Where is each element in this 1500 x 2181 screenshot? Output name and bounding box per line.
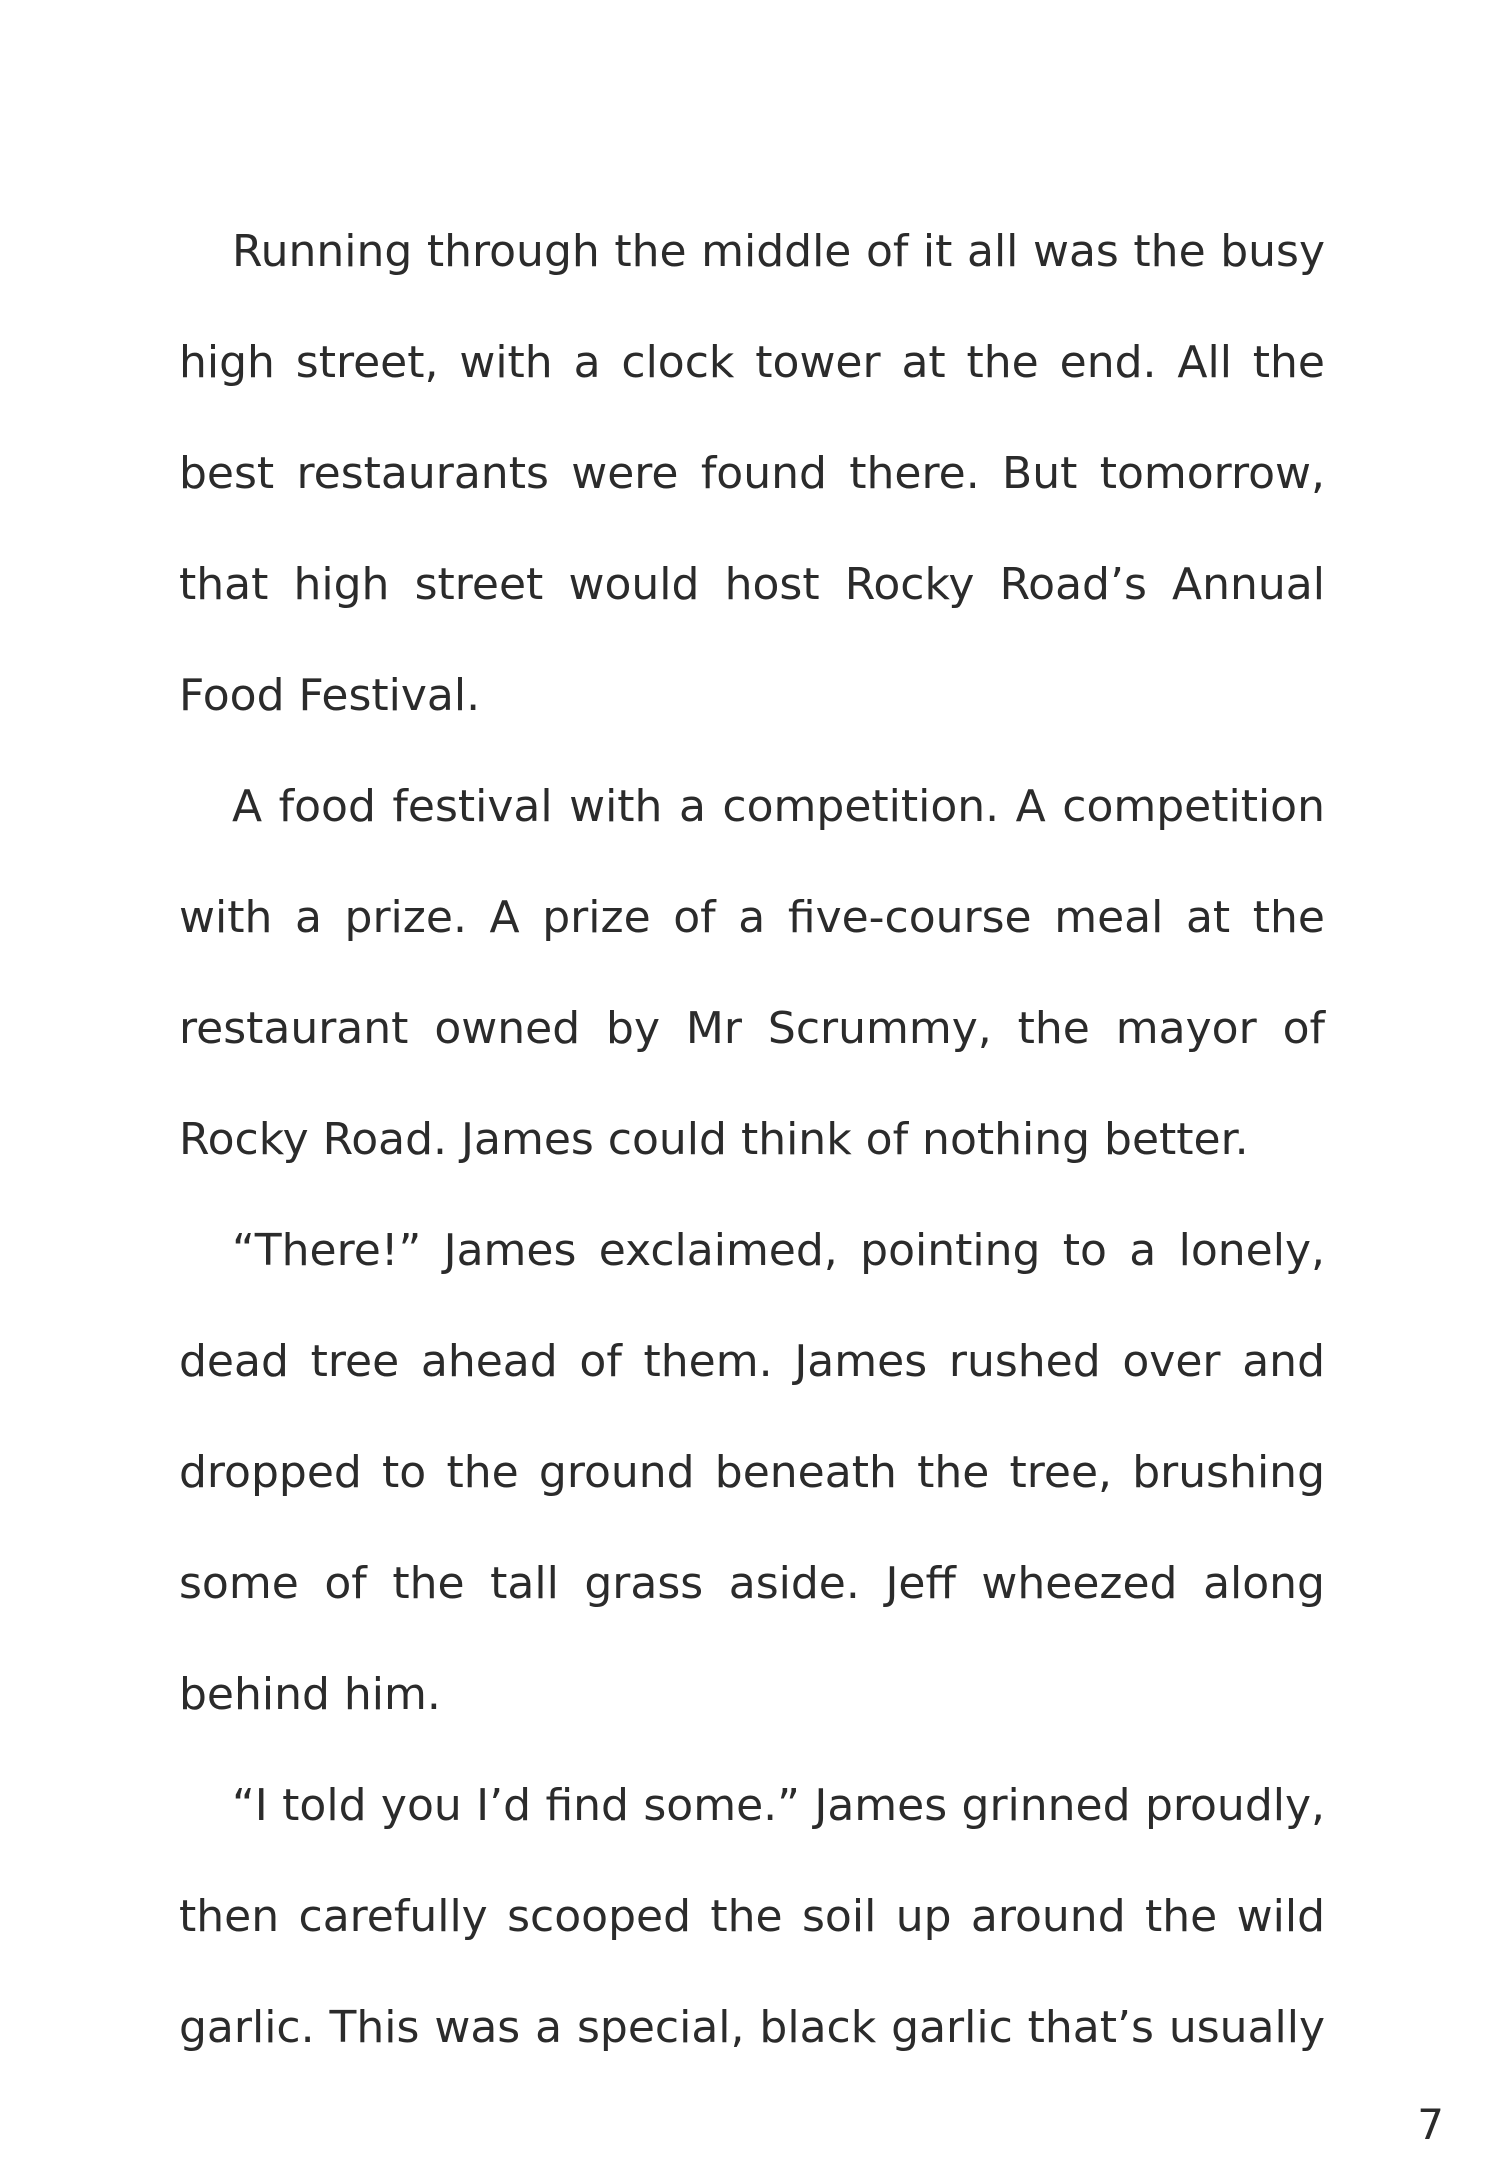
paragraph-2: A food festival with a competition. A competition with a prize. A prize of a five-course meal at the restaurant owned by Mr Scrummy, the mayor of Rocky Road. James could think of nothing better. xyxy=(179,781,1325,1165)
paragraph-1: Running through the middle of it all was the busy high street, with a clock tower at the end. All the best restaurants were found there. But tomorrow, that high street would host Rocky Road’s Annual Food Festival. xyxy=(179,226,1325,721)
body-text xyxy=(179,196,1325,2083)
paragraph-4: “I told you I’d find some.” James grinned proudly, then carefully scooped the soil up around the wild garlic. This was a special, black garlic that’s usually xyxy=(179,1780,1325,2053)
page-number: 7 xyxy=(1417,2100,1444,2149)
paragraph-3: “There!” James exclaimed, pointing to a lonely, dead tree ahead of them. James rushed over and dropped to the ground beneath the tree, brushing some of the tall grass aside. Jeff wheezed along behind him. xyxy=(179,1225,1325,1720)
